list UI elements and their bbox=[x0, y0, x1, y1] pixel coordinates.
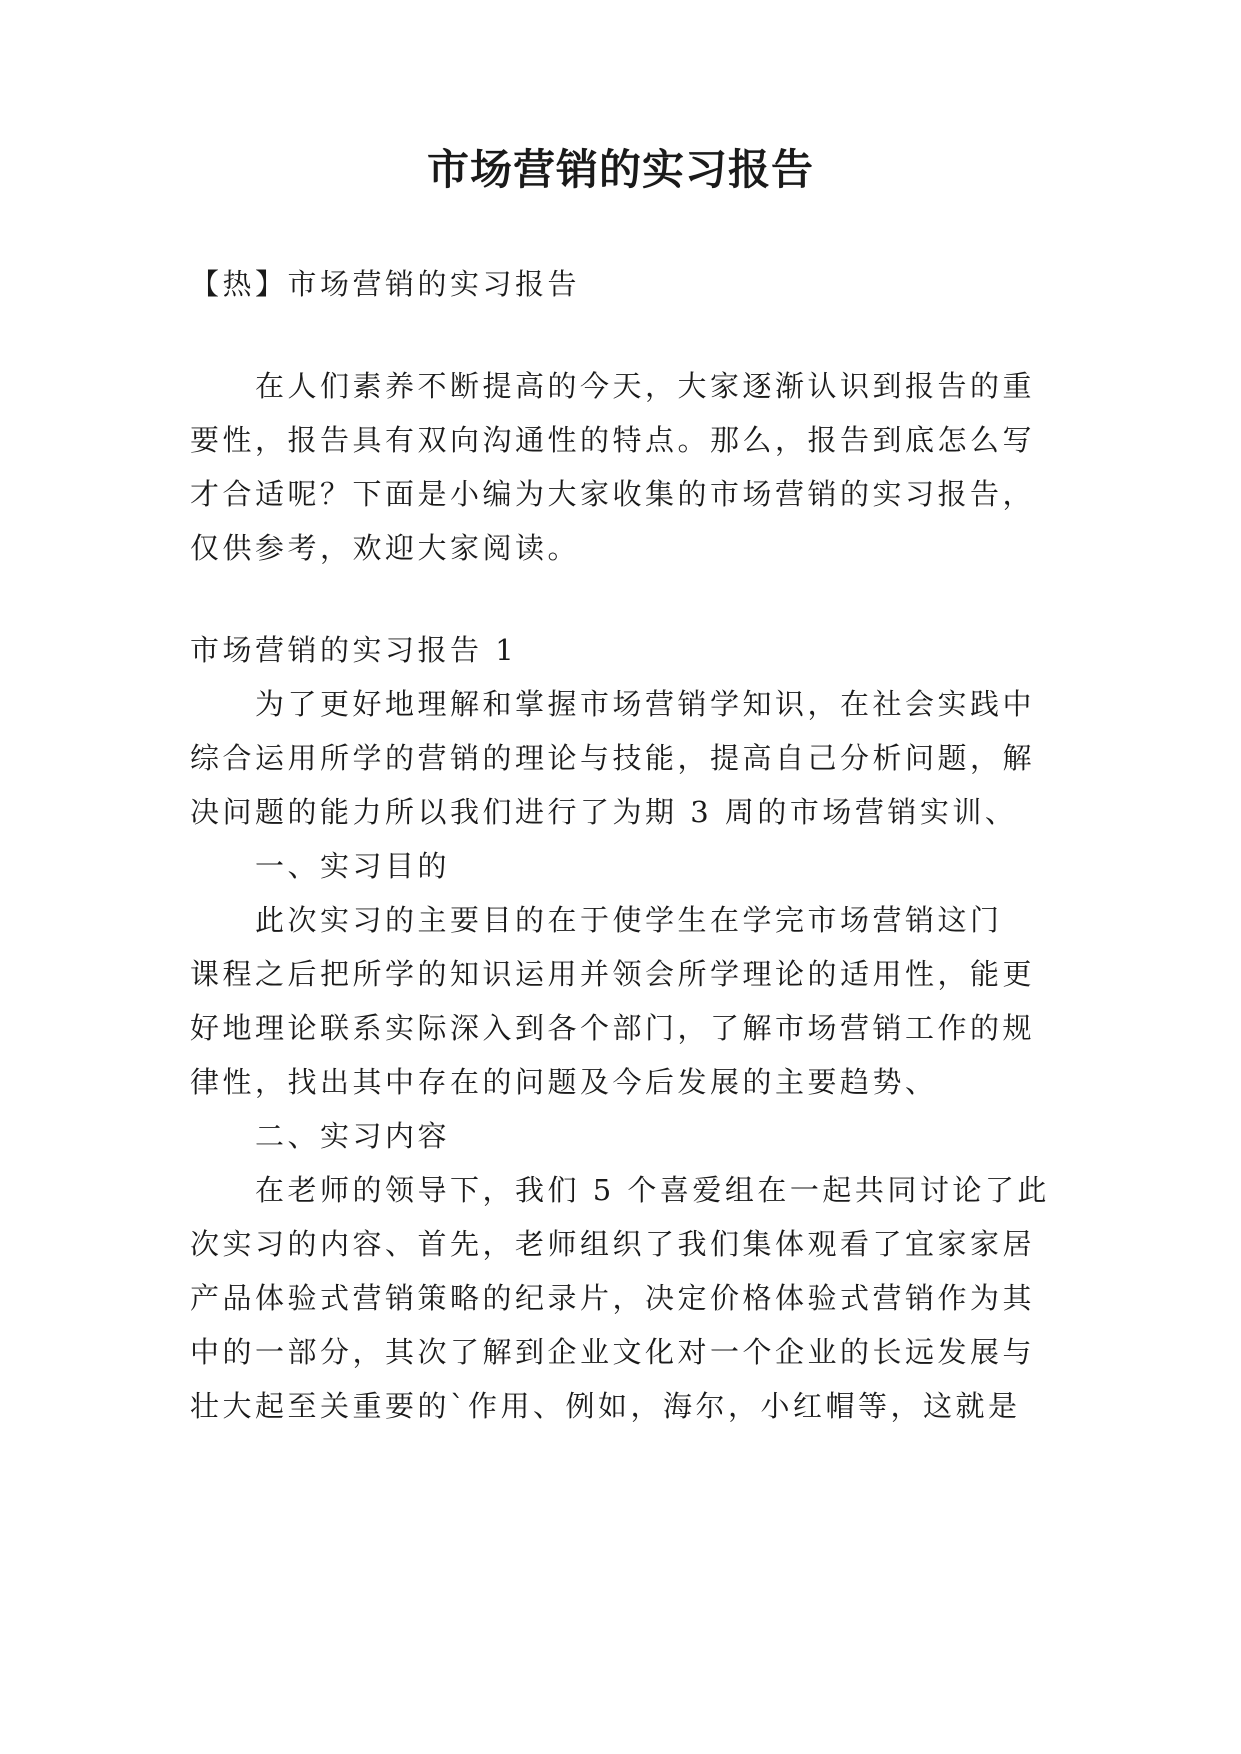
goal-line-1: 此次实习的主要目的在于使学生在学完市场营销这门 bbox=[255, 903, 1003, 937]
content-line-2: 次实习的内容、首先，老师组织了我们集体观看了宜家家居 bbox=[190, 1227, 1036, 1261]
content-line-3: 产品体验式营销策略的纪录片，决定价格体验式营销作为其 bbox=[190, 1281, 1036, 1315]
section-heading: 市场营销的实习报告 1 bbox=[190, 633, 518, 667]
section1-line-1: 为了更好地理解和掌握市场营销学知识，在社会实践中 bbox=[255, 687, 1036, 721]
intro-line-3: 才合适呢？下面是小编为大家收集的市场营销的实习报告， bbox=[190, 477, 1036, 511]
intro-line-2: 要性，报告具有双向沟通性的特点。那么，报告到底怎么写 bbox=[190, 423, 1036, 457]
intro-line-1: 在人们素养不断提高的今天，大家逐渐认识到报告的重 bbox=[255, 369, 1036, 403]
section1-line-2: 综合运用所学的营销的理论与技能，提高自己分析问题，解 bbox=[190, 741, 1036, 775]
goal-line-4: 律性，找出其中存在的问题及今后发展的主要趋势、 bbox=[190, 1065, 938, 1099]
document-title: 市场营销的实习报告 bbox=[426, 145, 814, 194]
content-line-1: 在老师的领导下，我们 5 个喜爱组在一起共同讨论了此 bbox=[255, 1173, 1050, 1207]
goal-line-3: 好地理论联系实际深入到各个部门，了解市场营销工作的规 bbox=[190, 1011, 1036, 1045]
goal-line-2: 课程之后把所学的知识运用并领会所学理论的适用性，能更 bbox=[190, 957, 1036, 991]
heading-content: 二、实习内容 bbox=[255, 1119, 451, 1153]
content-line-4: 中的一部分，其次了解到企业文化对一个企业的长远发展与 bbox=[190, 1335, 1036, 1369]
content-line-5: 壮大起至关重要的`作用、例如，海尔，小红帽等，这就是 bbox=[190, 1389, 1021, 1423]
intro-line-4: 仅供参考，欢迎大家阅读。 bbox=[190, 531, 581, 565]
document-subtitle: 【热】市场营销的实习报告 bbox=[190, 267, 581, 301]
heading-goal: 一、实习目的 bbox=[255, 849, 451, 883]
section1-line-3: 决问题的能力所以我们进行了为期 3 周的市场营销实训、 bbox=[190, 795, 1018, 829]
